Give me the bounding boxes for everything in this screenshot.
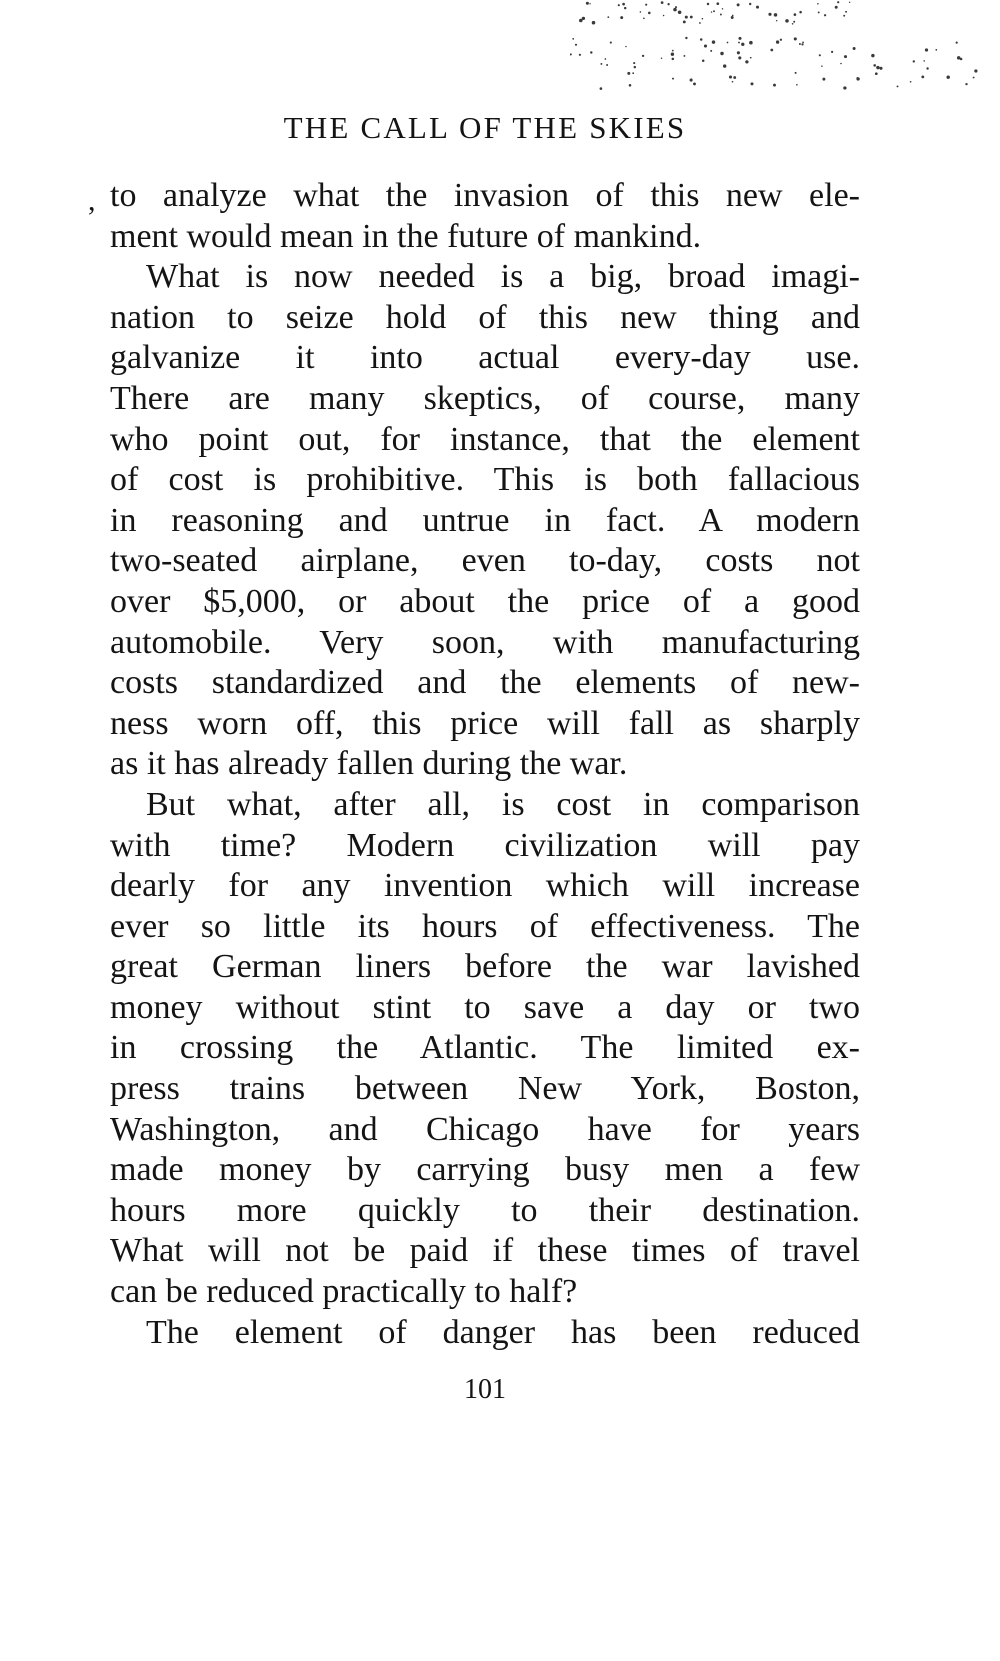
text-line: as it has already fallen during the war. <box>110 745 628 783</box>
text-line: hours more quickly to their destination. <box>110 1191 860 1229</box>
text-line: dearly for any invention which will increase <box>110 867 860 905</box>
text-line: There are many skeptics, of course, many <box>110 379 860 417</box>
text-line: in reasoning and untrue in fact. A modern <box>110 501 860 539</box>
stray-mark: , <box>88 184 96 217</box>
text-line: money without stint to save a day or two <box>110 988 860 1026</box>
text-line: What will not be paid if these times of travel <box>110 1232 860 1270</box>
text-line: to analyze what the invasion of this new ele- <box>110 177 860 214</box>
page-number: 101 <box>464 1374 506 1405</box>
text-line: who point out, for instance, that the element <box>110 420 860 458</box>
text-line: What is now needed is a big, broad imagi- <box>146 258 860 296</box>
body-text <box>110 176 860 1353</box>
text-line: ever so little its hours of effectiveness. The <box>110 907 860 945</box>
text-line: But what, after all, is cost in comparison <box>146 785 860 823</box>
text-line: press trains between New York, Boston, <box>110 1070 860 1108</box>
text-line: Washington, and Chicago have for years <box>110 1110 860 1148</box>
paragraph <box>110 257 860 785</box>
text-line: ness worn off, this price will fall as sharply <box>110 704 860 742</box>
text-line: The element of danger has been reduced <box>146 1313 860 1351</box>
text-line: in crossing the Atlantic. The limited ex- <box>110 1029 860 1067</box>
text-line: of cost is prohibitive. This is both fallacious <box>110 461 860 499</box>
text-line: galvanize it into actual every-day use. <box>110 339 860 377</box>
paragraph <box>110 1313 860 1354</box>
text-line: two-seated airplane, even to-day, costs not <box>110 542 860 580</box>
paragraph <box>110 785 860 1313</box>
running-head: THE CALL OF THE SKIES <box>283 110 687 145</box>
text-line: costs standardized and the elements of new- <box>110 664 860 702</box>
text-line: with time? Modern civilization will pay <box>110 826 860 864</box>
text-line: great German liners before the war lavished <box>110 948 860 986</box>
text-line: over $5,000, or about the price of a good <box>110 582 860 620</box>
paragraph <box>110 176 860 257</box>
text-line: ment would mean in the future of mankind. <box>110 217 702 255</box>
text-line: made money by carrying busy men a few <box>110 1151 860 1189</box>
text-line: nation to seize hold of this new thing and <box>110 298 860 336</box>
scan-speckle-noise <box>570 0 990 110</box>
text-line: can be reduced practically to half? <box>110 1273 578 1311</box>
text-line: automobile. Very soon, with manufacturing <box>110 623 860 661</box>
